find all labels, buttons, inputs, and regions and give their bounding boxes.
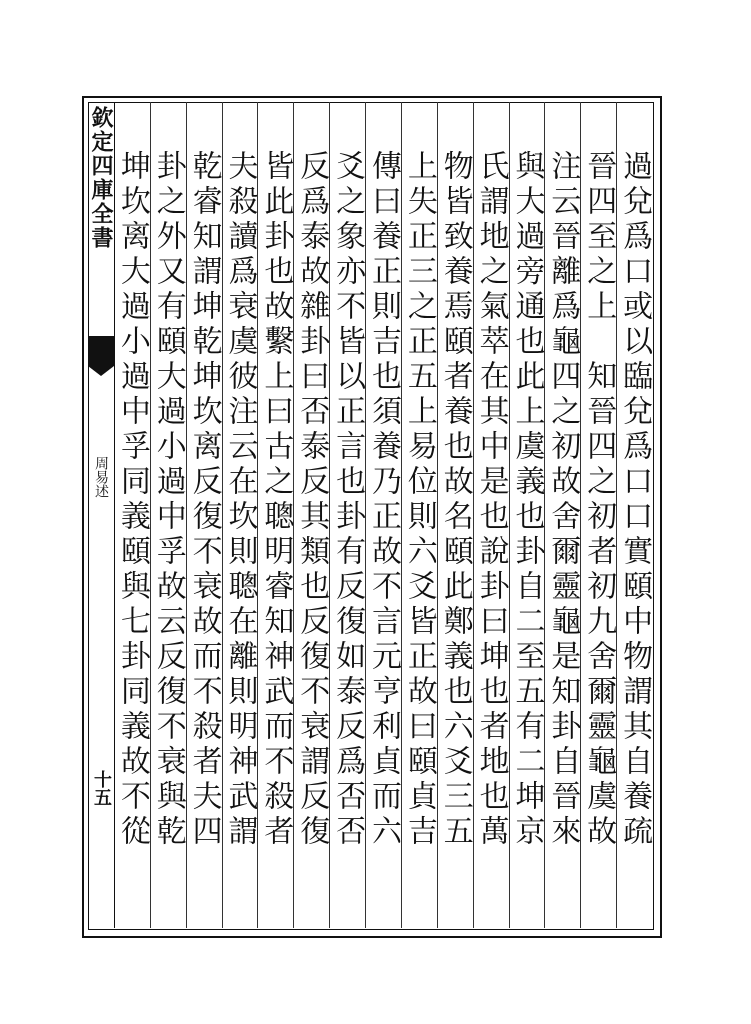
column-rule xyxy=(437,102,438,928)
text-column: 反爲泰故雜卦曰否泰反其類也反復不衰謂反復 xyxy=(294,150,330,850)
text-column: 注云晉離爲龜四之初故舍爾靈龜是知卦自晉來 xyxy=(545,150,581,850)
column-rule xyxy=(186,102,187,928)
spine-folio: 十五 xyxy=(91,770,112,806)
text-column: 爻之象亦不皆以正言也卦有反復如泰反爲否否 xyxy=(330,150,366,850)
column-rule xyxy=(222,102,223,928)
column-rule xyxy=(616,102,617,928)
text-column: 過兌爲口或以臨兌爲口口實頤中物謂其自養疏 xyxy=(617,150,653,850)
text-column: 坤坎离大過小過中孚同義頤與七卦同義故不從 xyxy=(114,150,150,850)
text-column: 物皆致養焉頤者養也故名頤此鄭義也六爻三五 xyxy=(437,150,473,850)
text-column: 氏謂地之氣萃在其中是也說卦曰坤也者地也萬 xyxy=(473,150,509,850)
text-column: 卦之外又有頤大過小過中孚故云反復不衰與乾 xyxy=(150,150,186,850)
spine-title: 欽定四庫全書 xyxy=(88,106,114,250)
text-column: 皆此卦也故繫上曰古之聰明睿知神武而不殺者 xyxy=(258,150,294,850)
column-rule xyxy=(329,102,330,928)
text-column: 與大過旁通也此上虞義也卦自二至五有二坤京 xyxy=(509,150,545,850)
column-rule xyxy=(365,102,366,928)
text-column: 傳曰養正則吉也須養乃正故不言元亨利貞而六 xyxy=(366,150,401,850)
text-column: 晉四至之上 知晉四之初者初九舍爾靈龜虞故 xyxy=(581,150,617,850)
text-column: 上失正三之正五上易位則六爻皆正故曰頤貞吉 xyxy=(401,150,437,850)
spine-chapter: 周易述 xyxy=(93,456,109,498)
column-rule xyxy=(257,102,258,928)
column-rule xyxy=(401,102,402,928)
column-rule xyxy=(473,102,474,928)
text-column: 夫殺讀爲衰虞彼注云在坎則聰在離則明神武謂 xyxy=(222,150,258,850)
column-rule xyxy=(544,102,545,928)
column-rule xyxy=(150,102,151,928)
column-rule xyxy=(509,102,510,928)
column-rule xyxy=(293,102,294,928)
fishtail-mark-icon xyxy=(88,336,114,366)
text-column: 乾睿知謂坤乾坤坎离反復不衰故而不殺者夫四 xyxy=(186,150,222,850)
column-rule xyxy=(580,102,581,928)
